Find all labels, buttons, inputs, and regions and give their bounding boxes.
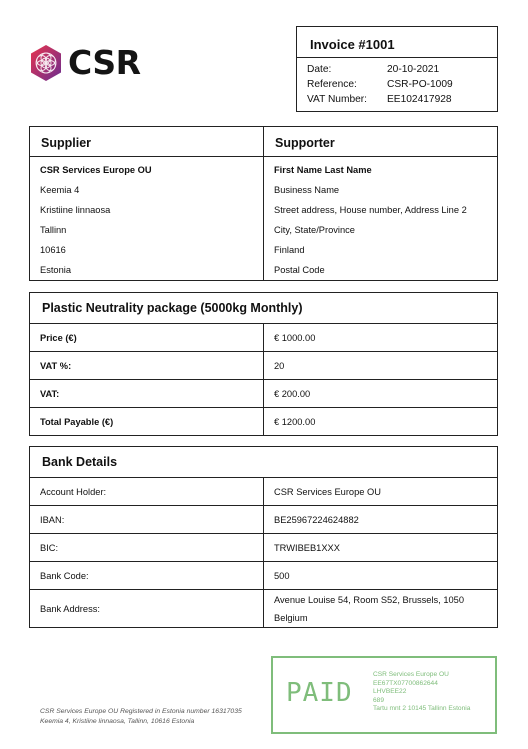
- stamp-line: EE67TX07700862644: [373, 679, 438, 687]
- paid-stamp: [271, 656, 497, 734]
- vat-label: VAT:: [30, 380, 264, 408]
- parties-table: [29, 126, 498, 281]
- total-payable-value: € 1200.00: [264, 408, 498, 436]
- price-label: Price (€): [30, 324, 264, 352]
- invoice-vat-row: [307, 92, 497, 107]
- invoice-date-row: [307, 62, 497, 77]
- table-row: [30, 590, 498, 628]
- stamp-line: CSR Services Europe OU: [373, 671, 449, 678]
- bic-label: BIC:: [30, 534, 264, 562]
- invoice-meta: [297, 58, 497, 107]
- bank-code-label: Bank Code:: [30, 562, 264, 590]
- bank-address-line: Belgium: [274, 612, 308, 623]
- price-value: € 1000.00: [264, 324, 498, 352]
- bank-code-value: 500: [264, 562, 498, 590]
- invoice-vat-number: EE102417928: [387, 94, 452, 105]
- bank-address-value: [264, 590, 498, 628]
- supplier-address: [30, 157, 264, 281]
- table-row: [30, 534, 498, 562]
- iban-label: IBAN:: [30, 506, 264, 534]
- paid-label: PAID: [286, 678, 353, 708]
- stamp-line: Tartu mnt 2 10145 Tallinn Estonia: [373, 705, 471, 713]
- meta-label: Reference:: [307, 79, 357, 90]
- vat-percent-value: 20: [264, 352, 498, 380]
- account-holder-value: CSR Services Europe OU: [264, 478, 498, 506]
- bank-address-line: Avenue Louise 54, Room S52, Brussels, 1050: [274, 594, 465, 605]
- footer-line: CSR Services Europe OU Registered in Estonia number 16317035: [40, 708, 242, 715]
- vat-percent-label: VAT %:: [30, 352, 264, 380]
- invoice-header-box: [296, 26, 498, 112]
- table-row: [30, 324, 498, 352]
- meta-label: VAT Number:: [307, 94, 368, 105]
- meta-label: Date:: [307, 64, 332, 75]
- supplier-line: Tallinn: [40, 225, 67, 235]
- iban-value: BE25967224624882: [264, 506, 498, 534]
- stamp-details: [373, 671, 470, 714]
- flower-of-life-icon: [28, 44, 64, 82]
- vat-value: € 200.00: [264, 380, 498, 408]
- supporter-line: Finland: [274, 245, 305, 255]
- invoice-title: Invoice #1001: [297, 27, 497, 58]
- table-row: [30, 562, 498, 590]
- supplier-heading: Supplier: [30, 127, 264, 157]
- table-row: [30, 352, 498, 380]
- footer-line: Keemia 4, Kristiine linnaosa, Tallinn, 10616 Estonia: [40, 718, 195, 725]
- package-title: Plastic Neutrality package (5000kg Monthly): [30, 293, 498, 324]
- supplier-line: Kristiine linnaosa: [40, 205, 111, 215]
- supporter-line: Postal Code: [274, 265, 325, 275]
- supplier-line: 10616: [40, 245, 66, 255]
- supplier-line: Estonia: [40, 265, 72, 275]
- supporter-heading: Supporter: [264, 127, 498, 157]
- stamp-line: LHVBEE22: [373, 688, 407, 696]
- bank-details-title: Bank Details: [30, 447, 498, 478]
- table-row: [30, 380, 498, 408]
- invoice-reference-row: [307, 77, 497, 92]
- bank-address-label: Bank Address:: [30, 590, 264, 628]
- supplier-line: Keemia 4: [40, 185, 80, 195]
- company-logo: [28, 44, 141, 82]
- logo-text: CSR: [68, 43, 141, 82]
- invoice-date: 20-10-2021: [387, 64, 440, 75]
- supporter-line: Street address, House number, Address Line 2: [274, 205, 467, 215]
- bic-value: TRWIBEB1XXX: [264, 534, 498, 562]
- footer-registration: [40, 707, 242, 727]
- bank-details-table: [29, 446, 498, 628]
- supporter-line: City, State/Province: [274, 225, 355, 235]
- total-payable-label: Total Payable (€): [30, 408, 264, 436]
- package-table: [29, 292, 498, 436]
- invoice-reference: CSR-PO-1009: [387, 79, 453, 90]
- supporter-line: First Name Last Name: [274, 165, 372, 175]
- table-row: [30, 478, 498, 506]
- account-holder-label: Account Holder:: [30, 478, 264, 506]
- supporter-address: [264, 157, 498, 281]
- supplier-line: CSR Services Europe OU: [40, 165, 152, 175]
- table-row: [30, 408, 498, 436]
- table-row: [30, 506, 498, 534]
- stamp-line: 689: [373, 696, 385, 704]
- supporter-line: Business Name: [274, 185, 340, 195]
